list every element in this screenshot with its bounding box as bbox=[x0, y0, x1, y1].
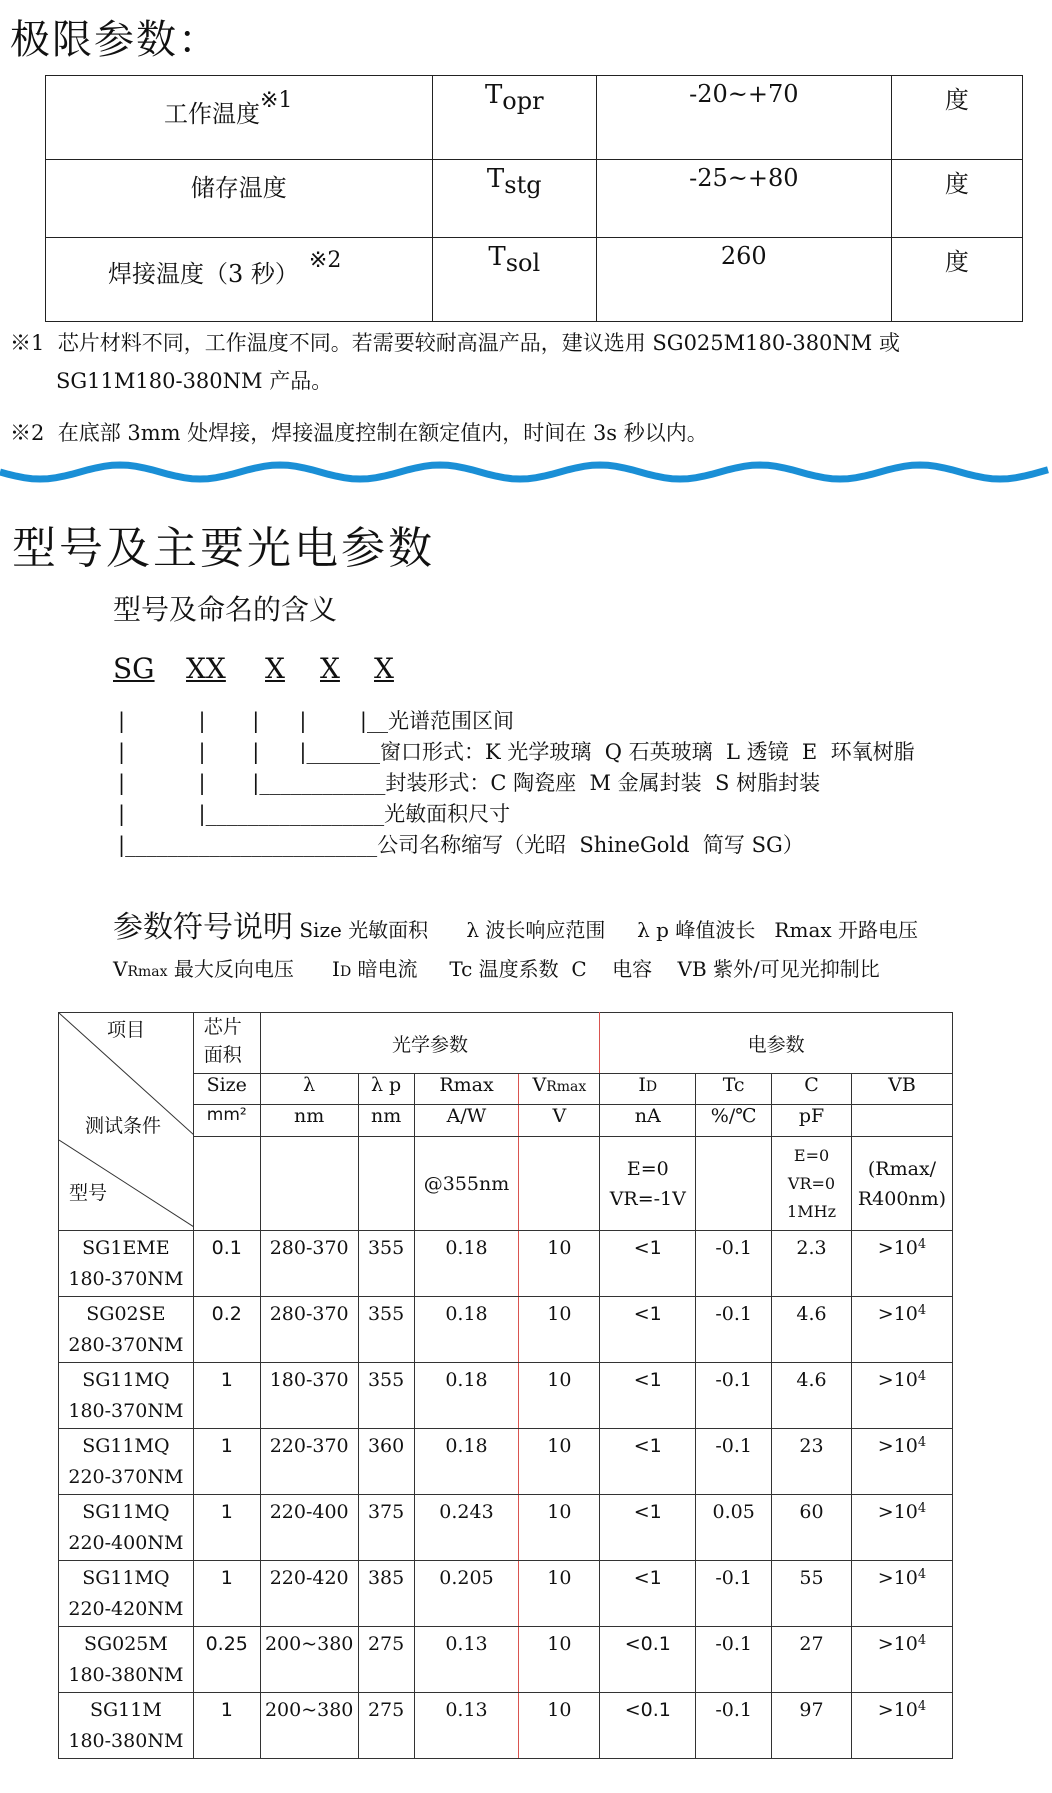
cell-tc: -0.1 bbox=[715, 1237, 752, 1259]
cell-lambda-p: 360 bbox=[367, 1435, 405, 1457]
cell-lambda: 220-400 bbox=[269, 1501, 349, 1523]
corner-item-label: 项目 bbox=[107, 1019, 146, 1041]
naming-line: | | |____________封装形式：C 陶瓷座 M 金属封装 S 树脂封装 bbox=[118, 771, 821, 795]
data-rows bbox=[59, 1231, 953, 1759]
cell-id: <0.1 bbox=[624, 1633, 671, 1655]
cell-vb: >10 bbox=[877, 1369, 918, 1391]
model-code: SG11M bbox=[89, 1699, 162, 1721]
cell-id: <1 bbox=[633, 1369, 662, 1391]
footnote-text: 芯片材料不同，工作温度不同。若需要较耐高温产品，建议选用 SG025M180-380NM 或 bbox=[57, 331, 900, 355]
limit-name: 焊接温度（3 秒） bbox=[108, 260, 299, 288]
unit-size: mm² bbox=[193, 1105, 260, 1137]
cell-vb-exponent: 4 bbox=[917, 1237, 927, 1252]
model-code: SG11MQ bbox=[82, 1435, 170, 1457]
cell-vrmax: 10 bbox=[547, 1567, 572, 1589]
cond-vb: (Rmax/ R400nm) bbox=[851, 1137, 952, 1231]
unit-lambda-p: nm bbox=[358, 1105, 414, 1137]
cell-id: <1 bbox=[633, 1435, 662, 1457]
cell-lambda-p: 355 bbox=[367, 1369, 405, 1391]
cell-vb: >10 bbox=[877, 1435, 918, 1457]
model-code: SG02SE bbox=[86, 1303, 166, 1325]
table-row bbox=[59, 1429, 953, 1495]
cell-tc: -0.1 bbox=[715, 1567, 752, 1589]
code-x: X bbox=[374, 652, 394, 685]
table-row bbox=[59, 1363, 953, 1429]
unit-id: nA bbox=[600, 1105, 696, 1137]
sym-lambda-p: λ p bbox=[358, 1074, 414, 1105]
cell-lambda-p: 275 bbox=[367, 1633, 405, 1655]
unit-rmax: A/W bbox=[414, 1105, 519, 1137]
unit-vb bbox=[851, 1105, 952, 1137]
model-range: 280-370NM bbox=[68, 1334, 184, 1356]
model-range: 220-400NM bbox=[68, 1532, 184, 1554]
sym-rmax: Rmax bbox=[414, 1074, 519, 1105]
limit-name: 工作温度 bbox=[164, 100, 260, 128]
optical-header: 光学参数 bbox=[260, 1013, 600, 1074]
cond-rmax: @355nm bbox=[414, 1137, 519, 1231]
cell-vrmax: 10 bbox=[547, 1369, 572, 1391]
sym-vrmax: VRmax bbox=[519, 1074, 600, 1105]
cell-vb: >10 bbox=[877, 1237, 918, 1259]
limit-symbol: T bbox=[486, 164, 505, 194]
cell-id: <1 bbox=[633, 1501, 662, 1523]
table-row bbox=[59, 1495, 953, 1561]
cell-size: 1 bbox=[220, 1369, 233, 1391]
limit-symbol-sub: opr bbox=[502, 87, 544, 115]
model-code: SG1EME bbox=[82, 1237, 170, 1259]
code-x: X bbox=[320, 652, 340, 685]
corner-cond-label: 测试条件 bbox=[85, 1115, 162, 1137]
cell-vb: >10 bbox=[877, 1633, 918, 1655]
cell-vb-exponent: 4 bbox=[917, 1633, 927, 1648]
table-row bbox=[59, 1627, 953, 1693]
table-row bbox=[59, 1561, 953, 1627]
symbols-line-1 bbox=[113, 902, 918, 946]
model-range: 180-370NM bbox=[68, 1400, 184, 1422]
cell-c: 27 bbox=[799, 1633, 824, 1655]
naming-line: | | | | |__光谱范围区间 bbox=[118, 709, 514, 733]
cell-vrmax: 10 bbox=[547, 1633, 572, 1655]
code-sg: SG bbox=[113, 652, 155, 685]
cell-size: 1 bbox=[220, 1567, 233, 1589]
footnote-text: 在底部 3mm 处焊接，焊接温度控制在额定值内，时间在 3s 秒以内。 bbox=[57, 421, 708, 445]
cell-vb: >10 bbox=[877, 1699, 918, 1721]
unit-tc: %/℃ bbox=[696, 1105, 772, 1137]
table-row bbox=[59, 1693, 953, 1759]
limit-range: -25~+80 bbox=[689, 164, 799, 192]
limit-mark: ※2 bbox=[308, 248, 342, 273]
naming-title: 型号及命名的含义 bbox=[113, 593, 338, 626]
cell-size: 0.2 bbox=[211, 1303, 242, 1325]
naming-line: | | | |_______窗口形式：K 光学玻璃 Q 石英玻璃 L 透镜 E 环氧树脂 bbox=[118, 740, 915, 764]
table-row bbox=[59, 1297, 953, 1363]
cell-c: 4.6 bbox=[796, 1303, 827, 1325]
models-title: 型号及主要光电参数 bbox=[12, 523, 435, 574]
cell-tc: -0.1 bbox=[715, 1369, 752, 1391]
cell-tc: -0.1 bbox=[715, 1303, 752, 1325]
model-range: 180-380NM bbox=[68, 1664, 184, 1686]
cell-c: 2.3 bbox=[796, 1237, 827, 1259]
unit-vrmax: V bbox=[519, 1105, 600, 1137]
cell-vrmax: 10 bbox=[547, 1303, 572, 1325]
cell-lambda-p: 375 bbox=[367, 1501, 405, 1523]
cell-c: 4.6 bbox=[796, 1369, 827, 1391]
sym-id: ID bbox=[600, 1074, 696, 1105]
cell-lambda-p: 355 bbox=[367, 1303, 405, 1325]
model-code: SG11MQ bbox=[82, 1567, 170, 1589]
cell-lambda: 180-370 bbox=[269, 1369, 349, 1391]
cell-vb-exponent: 4 bbox=[917, 1567, 927, 1582]
footnote-1 bbox=[10, 324, 900, 362]
limits-title: 极限参数： bbox=[10, 17, 220, 63]
cell-c: 55 bbox=[799, 1567, 824, 1589]
cell-tc: -0.1 bbox=[715, 1633, 752, 1655]
cell-lambda: 200~380 bbox=[264, 1699, 354, 1721]
cell-lambda-p: 385 bbox=[367, 1567, 405, 1589]
model-range: 180-380NM bbox=[68, 1730, 184, 1752]
cell-rmax: 0.18 bbox=[445, 1303, 488, 1325]
cell-lambda: 280-370 bbox=[269, 1237, 349, 1259]
cell-rmax: 0.205 bbox=[439, 1567, 494, 1589]
limit-symbol-sub: sol bbox=[505, 249, 541, 277]
limit-range: -20~+70 bbox=[689, 80, 799, 108]
cell-rmax: 0.13 bbox=[445, 1633, 488, 1655]
cell-size: 1 bbox=[220, 1501, 233, 1523]
cell-vb-exponent: 4 bbox=[917, 1303, 927, 1318]
sym-c: C bbox=[772, 1074, 852, 1105]
cond-id: E=0 VR=-1V bbox=[600, 1137, 696, 1231]
cell-lambda-p: 275 bbox=[367, 1699, 405, 1721]
footnote-1-cont: SG11M180-380NM 产品。 bbox=[56, 369, 333, 393]
limits-row bbox=[46, 238, 1023, 322]
sym-size: Size bbox=[193, 1074, 260, 1105]
cell-size: 0.1 bbox=[211, 1237, 242, 1259]
cell-id: <0.1 bbox=[624, 1699, 671, 1721]
model-range: 220-370NM bbox=[68, 1466, 184, 1488]
limits-row bbox=[46, 76, 1023, 160]
cell-lambda-p: 355 bbox=[367, 1237, 405, 1259]
symbols-text: Size 光敏面积 λ 波长响应范围 λ p 峰值波长 Rmax 开路电压 bbox=[299, 918, 919, 942]
limit-range: 260 bbox=[720, 242, 767, 270]
limit-symbol: T bbox=[484, 80, 503, 110]
cell-size: 1 bbox=[220, 1699, 233, 1721]
cell-tc: -0.1 bbox=[715, 1435, 752, 1457]
unit-c: pF bbox=[772, 1105, 852, 1137]
limit-unit: 度 bbox=[944, 248, 969, 276]
cell-vb-exponent: 4 bbox=[917, 1501, 927, 1516]
cell-vrmax: 10 bbox=[547, 1501, 572, 1523]
model-range: 220-420NM bbox=[68, 1598, 184, 1620]
sym-vb: VB bbox=[851, 1074, 952, 1105]
cell-tc: 0.05 bbox=[712, 1501, 755, 1523]
naming-line: | |_________________光敏面积尺寸 bbox=[118, 802, 511, 826]
corner-cell bbox=[59, 1013, 194, 1231]
electrical-header: 电参数 bbox=[600, 1013, 953, 1074]
cell-c: 60 bbox=[799, 1501, 824, 1523]
cell-rmax: 0.18 bbox=[445, 1435, 488, 1457]
cell-lambda: 200~380 bbox=[264, 1633, 354, 1655]
cell-vb: >10 bbox=[877, 1501, 918, 1523]
unit-lambda: nm bbox=[260, 1105, 358, 1137]
cell-id: <1 bbox=[633, 1567, 662, 1589]
cell-rmax: 0.13 bbox=[445, 1699, 488, 1721]
model-code: SG11MQ bbox=[82, 1369, 170, 1391]
limits-row bbox=[46, 160, 1023, 238]
cell-size: 0.25 bbox=[205, 1633, 248, 1655]
sym-lambda: λ bbox=[260, 1074, 358, 1105]
model-range: 180-370NM bbox=[68, 1268, 184, 1290]
cell-lambda: 220-420 bbox=[269, 1567, 349, 1589]
limit-mark: ※1 bbox=[260, 88, 293, 113]
cell-id: <1 bbox=[633, 1303, 662, 1325]
footnote-2 bbox=[10, 414, 708, 452]
cell-vrmax: 10 bbox=[547, 1699, 572, 1721]
cell-vb-exponent: 4 bbox=[917, 1699, 927, 1714]
cond-c: E=0 VR=0 1MHz bbox=[772, 1137, 852, 1231]
table-row bbox=[59, 1231, 953, 1297]
limit-unit: 度 bbox=[944, 86, 969, 114]
cell-vb: >10 bbox=[877, 1303, 918, 1325]
cell-c: 97 bbox=[799, 1699, 824, 1721]
symbols-line-2: VRmax 最大反向电压 ID 暗电流 Tc 温度系数 C 电容 VB 紫外/可见光抑制比 bbox=[113, 957, 880, 981]
limit-symbol-sub: stg bbox=[504, 171, 542, 199]
cell-tc: -0.1 bbox=[715, 1699, 752, 1721]
sym-tc: Tc bbox=[696, 1074, 772, 1105]
footnote-mark: ※1 bbox=[10, 331, 45, 355]
cell-size: 1 bbox=[220, 1435, 233, 1457]
naming-line: |________________________公司名称缩写（光昭 ShineGold 简写 SG） bbox=[118, 833, 804, 857]
cell-vb-exponent: 4 bbox=[917, 1369, 927, 1384]
cell-vb-exponent: 4 bbox=[917, 1435, 927, 1450]
model-code: SG11MQ bbox=[82, 1501, 170, 1523]
cell-vrmax: 10 bbox=[547, 1237, 572, 1259]
params-table bbox=[58, 1012, 953, 1759]
wave-divider bbox=[0, 458, 1052, 488]
cell-c: 23 bbox=[799, 1435, 824, 1457]
cell-rmax: 0.18 bbox=[445, 1369, 488, 1391]
code-x: X bbox=[265, 652, 285, 685]
symbols-title: 参数符号说明 bbox=[113, 910, 293, 945]
cell-id: <1 bbox=[633, 1237, 662, 1259]
limit-symbol: T bbox=[488, 242, 506, 272]
model-code: SG025M bbox=[83, 1633, 168, 1655]
chip-area-header: 芯片 面积 bbox=[193, 1013, 260, 1074]
footnote-mark: ※2 bbox=[10, 421, 45, 445]
limit-name: 储存温度 bbox=[190, 174, 287, 202]
cell-vb: >10 bbox=[877, 1567, 918, 1589]
cell-rmax: 0.18 bbox=[445, 1237, 488, 1259]
cell-vrmax: 10 bbox=[547, 1435, 572, 1457]
cell-lambda: 220-370 bbox=[269, 1435, 349, 1457]
cell-lambda: 280-370 bbox=[269, 1303, 349, 1325]
limits-table bbox=[45, 75, 1023, 322]
cell-rmax: 0.243 bbox=[439, 1501, 494, 1523]
limit-unit: 度 bbox=[944, 170, 969, 198]
corner-model-label: 型号 bbox=[69, 1182, 108, 1204]
code-xx: XX bbox=[186, 652, 226, 685]
